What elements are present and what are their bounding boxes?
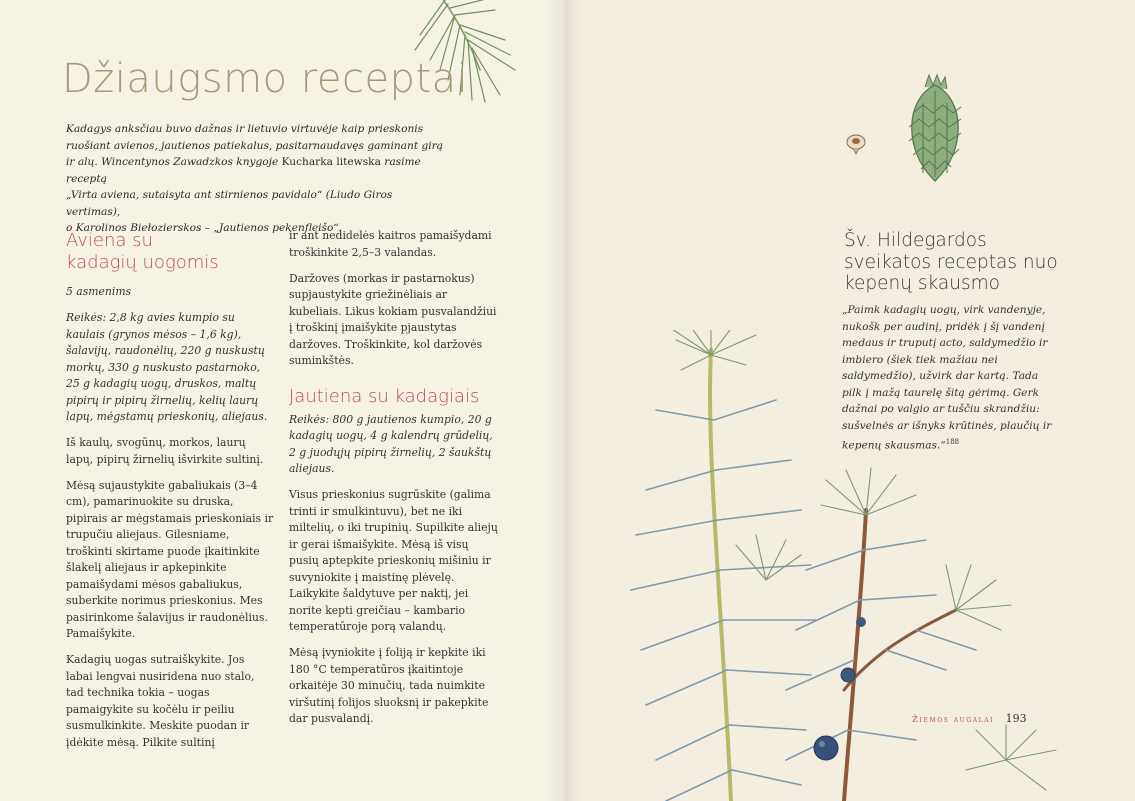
recipe-title: Jautiena su kadagiais <box>289 385 480 407</box>
sidebar-quote: „Paimk kadagių uogų, virk vandenyje, nukošk per audinį, pridėk į šį vandenį medaus ir truputį acto, saldymedžio ir imbiero (šiek tiek mažiau nei saldymedžio), užvirk dar kartą. Tada pilk į mažą taurelę šitą gėrimą. Gerk dažnai po valgio ar tuščiu skrandžiu: sušvelnės ar išnyks krūtinės, plaučių ir kepenų skausmas.“$^{188}$ <box>842 304 1052 452</box>
recipe-step: Daržoves (morkas ir pastarnokus) supjaustykite griežinėliais ar kubeliais. Likus kokiam pusvalandžiui į troškinį įmaišykite pjaustytas daržoves. Troškinkite, kol daržovės suminkštės. <box>289 271 497 367</box>
recipe-step: ir ant nedidelės kaitros pamaišydami troškinkite 2,5–3 valandas. <box>289 229 492 259</box>
recipe-servings: 5 asmenims <box>66 285 132 298</box>
juniper-seed-icon <box>845 132 867 156</box>
recipe-title: Aviena su kadagių uogomis <box>66 230 219 273</box>
right-page <box>566 0 1135 801</box>
intro-paragraph: Kadagys anksčiau buvo dažnas ir lietuvio virtuvėje kaip prieskonis ruošiant avienos, jautienos patiekalus, pasitarnaudavęs gaminant girą ir alų. Wincentynos Zawadzkos knygoje Kucharka litewska rasime receptą „Virta aviena, sutaisyta ant stirnienos pavidalo“ (Liudo Giros vertimas), o Karolinos Biełozierskos – „Jautienos pekenfleišo“. <box>66 123 443 234</box>
recipe-ingredients: Reikės: 2,8 kg avies kumpio su kaulais (grynos mėsos – 1,6 kg), šalavijų, raudonėlių, 220 g nuskustų morkų, 330 g nuskusto pastarnoko, 25 g kadagių uogų, druskos, maltų pipirų ir pipirų žirnelių, kelių laurų lapų, mėgstamų prieskonių, aliejaus. <box>66 311 268 423</box>
juniper-branch-icon <box>626 330 1086 801</box>
running-footer <box>912 712 1027 725</box>
recipe-step: Iš kaulų, svogūnų, morkos, laurų lapų, pipirų žirnelių išvirkite sultinį. <box>66 436 264 466</box>
recipe-step: Mėsą sujaustykite gabaliukais (3–4 cm), pamarinuokite su druska, pipirais ar mėgstamais prieskoniais ir trupučiu aliejaus. Gilesniame, troškinti skirtame puode įkaitinkite šlakelį aliejaus ir apkepinkite pamaišydami mėsos gabaliukus, suberkite norimus prieskonius. Mes pasirinkome šalavijus ir raudonėlius. Pamaišykite. <box>66 478 274 640</box>
sidebar-title: Šv. Hildegardos sveikatos receptas nuo kepenų skausmo <box>844 230 1058 294</box>
recipe-step: Kadagių uogas sutraiškykite. Jos labai lengvai nusiridena nuo stalo, tad technika tokia – uogas pamaigykite su kočėlu ir peiliu susmulkinkite. Meskite puodan ir įdėkite mėsą. Pilkite sultinį <box>66 653 255 749</box>
page-title: Džiaugsmo receptai <box>62 56 469 102</box>
recipe-step: Mėsą įvyniokite į foliją ir kepkite iki 180 °C temperatūros įkaitintoje orkaitėje 30 minučių, tada nuimkite viršutinį folijos sluoksnį ir pakepkite dar pusvalandį. <box>289 646 489 725</box>
footnote-reference: 188 <box>945 438 960 446</box>
section-label: Žiemos augalai <box>912 715 995 725</box>
left-page <box>0 0 566 801</box>
juniper-cone-icon <box>899 73 971 185</box>
recipe-ingredients: Reikės: 800 g jautienos kumpio, 20 g kadagių uogų, 4 g kalendrų grūdelių, 2 g juodųjų pipirų žirnelių, 2 šaukštų aliejaus. <box>289 412 493 475</box>
page-number: 193 <box>1005 712 1027 725</box>
recipe-step: Visus prieskonius sugrūskite (galima trinti ir smulkintuvu), bet ne iki miltelių, o iki trupinių. Supilkite aliejų ir gerai išmaišykite. Mėsą iš visų pusių aptepkite prieskonių mišiniu ir suvyniokite į maistinę plėvelę. Laikykite šaldytuve per naktį, jei norite kepti greičiau – kambario temperatūroje porą valandų. <box>289 488 498 633</box>
recipe-column-1 <box>66 228 274 761</box>
recipe-column-2 <box>289 228 501 737</box>
